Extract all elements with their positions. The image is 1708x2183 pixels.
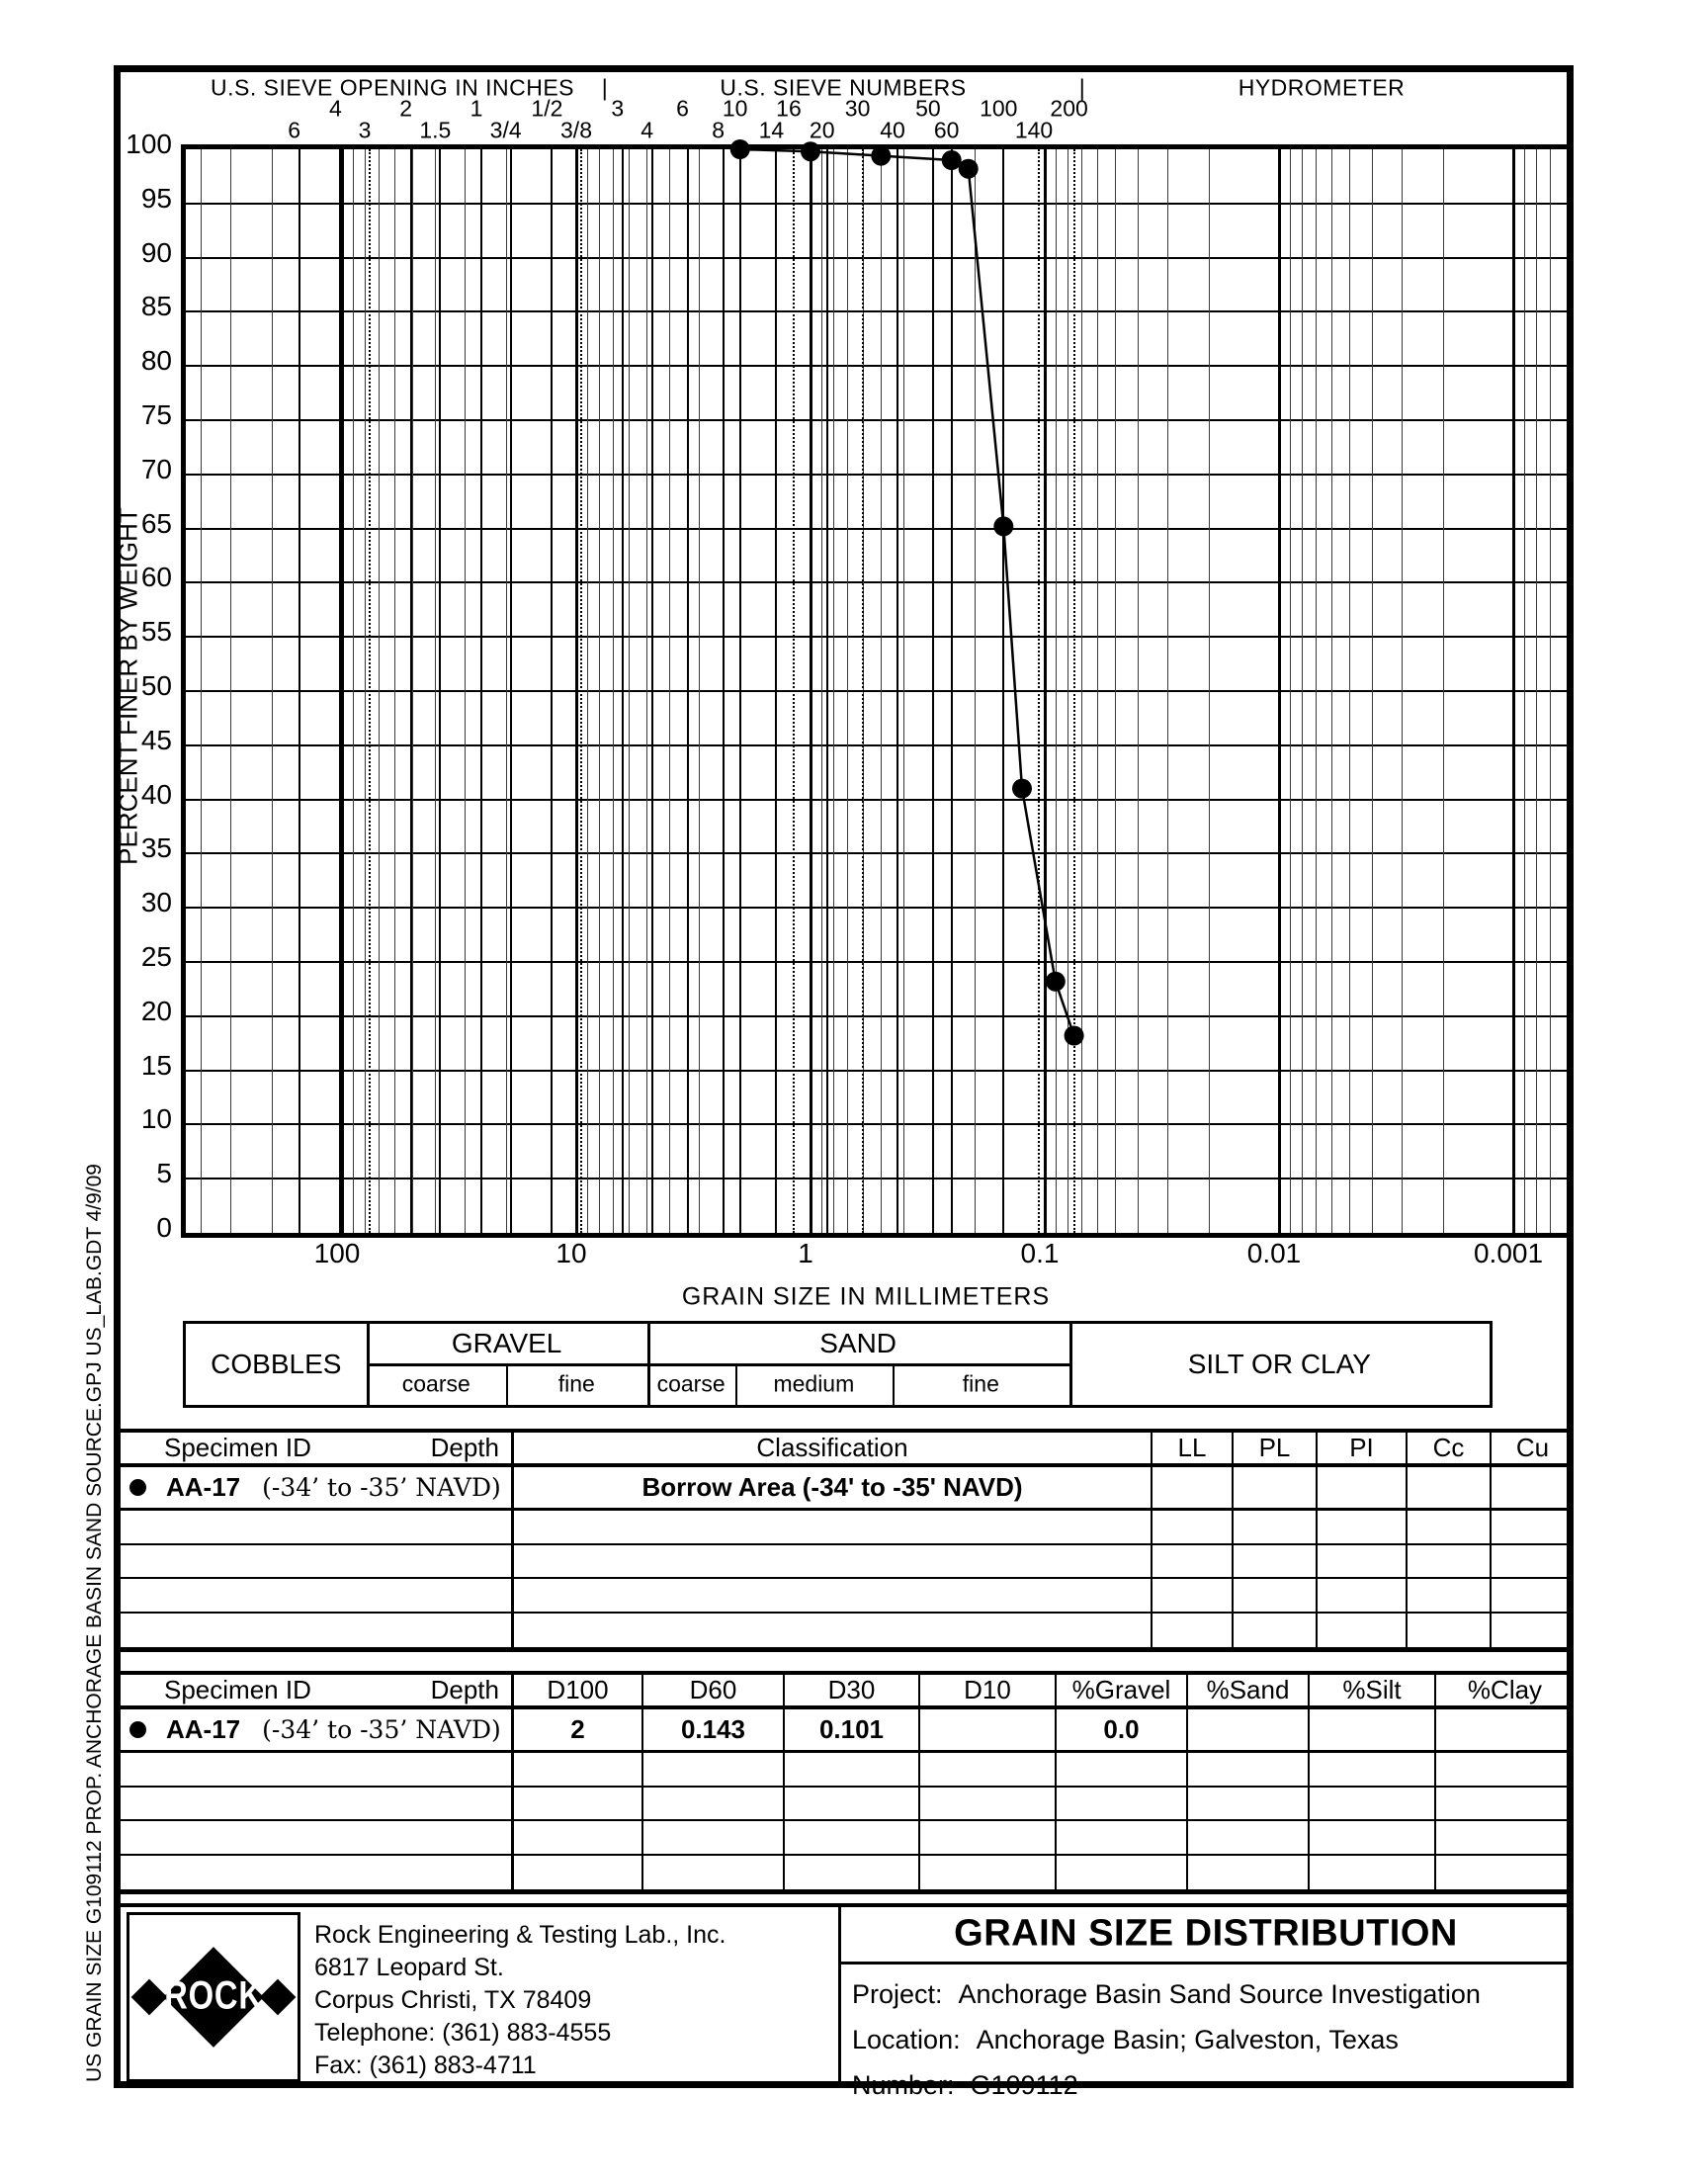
sieve-label-numbers: 200	[1050, 95, 1088, 122]
empty-cell	[514, 1614, 1153, 1648]
project-field-row	[852, 2070, 1078, 2101]
footer-top-rule	[114, 1903, 1574, 1907]
x-axis-title: GRAIN SIZE IN MILLIMETERS	[681, 1282, 1051, 1311]
y-tick-label: 90	[140, 236, 172, 268]
empty-cell	[1436, 1753, 1574, 1786]
x-tick-label: 0.001	[1473, 1238, 1544, 1268]
table-row	[117, 1614, 1574, 1648]
classification-value: Borrow Area (-34' to -35' NAVD)	[514, 1467, 1153, 1508]
empty-cell	[1408, 1579, 1492, 1612]
empty-cell	[1436, 1788, 1574, 1820]
empty-cell	[1234, 1579, 1318, 1612]
ll-value	[1153, 1467, 1234, 1508]
d60-value: 0.143	[643, 1709, 785, 1750]
classification-table	[117, 1429, 1574, 1652]
project-field-row	[852, 1979, 1481, 2010]
x-tick-label: 0.1	[1020, 1238, 1060, 1268]
empty-cell	[1188, 1788, 1310, 1820]
empty-cell	[514, 1821, 643, 1854]
empty-cell	[514, 1579, 1153, 1612]
empty-cell	[1057, 1753, 1188, 1786]
table-row	[117, 1753, 1574, 1788]
company-address-line: 6817 Leopard St.	[314, 1954, 504, 1981]
column-header: %Silt	[1310, 1675, 1436, 1705]
y-tick-label: 45	[140, 724, 172, 755]
y-tick-label: 95	[140, 182, 172, 214]
empty-cell	[1057, 1856, 1188, 1890]
field-value: Anchorage Basin Sand Source Investigation	[958, 1979, 1481, 2009]
data-point	[959, 159, 979, 179]
d30-value: 0.101	[785, 1709, 920, 1750]
header-separator: |	[1078, 74, 1086, 101]
x-tick-label: 1	[798, 1238, 813, 1268]
empty-cell	[514, 1856, 643, 1890]
y-tick-label: 25	[140, 941, 172, 972]
y-tick-label: 0	[156, 1212, 172, 1243]
column-header: D10	[920, 1675, 1057, 1705]
data-point	[942, 150, 962, 170]
gradation-table	[117, 1671, 1574, 1894]
empty-cell	[158, 1614, 514, 1648]
empty-cell	[785, 1753, 920, 1786]
gravel-value: 0.0	[1057, 1709, 1188, 1750]
table-row	[117, 1788, 1574, 1822]
empty-cell	[920, 1788, 1057, 1820]
table-row	[117, 1709, 1574, 1753]
table-row	[117, 1545, 1574, 1580]
sieve-label-inches: 1/2	[531, 95, 563, 122]
empty-cell	[117, 1788, 158, 1820]
sieve-label-numbers: 40	[880, 117, 905, 143]
y-tick-label: 55	[140, 616, 172, 648]
sieve-label-numbers: 8	[712, 117, 726, 143]
fraction-sub-sand-medium: medium	[773, 1370, 855, 1397]
row-marker	[117, 1709, 158, 1750]
y-tick-label: 40	[140, 778, 172, 810]
clay-value	[1436, 1709, 1574, 1750]
logo-text: ROCK	[164, 1973, 263, 2018]
sieve-label-inches: 3	[358, 117, 372, 143]
project-field-row	[852, 2025, 1399, 2055]
sieve-label-inches: 3/4	[489, 117, 522, 143]
table-row	[117, 1467, 1574, 1511]
fraction-label-cobbles: COBBLES	[211, 1349, 342, 1379]
gradation-curve	[186, 149, 1567, 1233]
empty-cell	[1492, 1511, 1574, 1543]
empty-cell	[643, 1856, 785, 1890]
column-header: Classification	[514, 1433, 1153, 1463]
empty-cell	[1153, 1614, 1234, 1648]
data-point	[1046, 972, 1066, 992]
empty-cell	[117, 1545, 158, 1578]
empty-cell	[1408, 1614, 1492, 1648]
silt-value	[1310, 1709, 1436, 1750]
empty-cell	[514, 1753, 643, 1786]
empty-cell	[158, 1821, 514, 1854]
company-address-line: Fax: (361) 883-4711	[314, 2052, 537, 2079]
empty-cell	[158, 1788, 514, 1820]
header-sieve-inches-title: U.S. SIEVE OPENING IN INCHES	[210, 74, 575, 101]
empty-cell	[785, 1856, 920, 1890]
y-tick-label: 100	[126, 129, 172, 159]
empty-cell	[117, 1753, 158, 1786]
empty-cell	[643, 1753, 785, 1786]
empty-cell	[158, 1545, 514, 1578]
empty-cell	[514, 1788, 643, 1820]
grain-size-chart-plot	[181, 144, 1572, 1238]
column-header: Depth	[430, 1675, 499, 1704]
sieve-label-numbers: 10	[722, 95, 748, 122]
y-tick-label: 35	[140, 832, 172, 864]
x-tick-label: 10	[555, 1238, 587, 1268]
column-header: D30	[785, 1675, 920, 1705]
empty-cell	[643, 1821, 785, 1854]
sieve-label-inches: 2	[399, 95, 413, 122]
field-value: G109112	[970, 2070, 1078, 2100]
empty-cell	[1310, 1753, 1436, 1786]
empty-cell	[514, 1545, 1153, 1578]
empty-cell	[117, 1856, 158, 1890]
header-hydrometer-title: HYDROMETER	[1238, 74, 1406, 101]
empty-cell	[158, 1856, 514, 1890]
data-point	[801, 141, 820, 161]
empty-cell	[1234, 1545, 1318, 1578]
empty-cell	[1234, 1511, 1318, 1543]
footer-divider	[838, 1903, 841, 2088]
y-tick-label: 85	[140, 291, 172, 322]
header-specimen-depth	[117, 1433, 514, 1463]
y-tick-label: 15	[140, 1049, 172, 1081]
fraction-sub-gravel-fine: fine	[557, 1370, 595, 1397]
fraction-label-sand: SAND	[819, 1328, 897, 1358]
empty-cell	[1188, 1821, 1310, 1854]
table-row	[117, 1675, 1574, 1709]
company-address-line: Rock Engineering & Testing Lab., Inc.	[314, 1921, 726, 1949]
empty-cell	[1408, 1545, 1492, 1578]
specimen-id: AA-17	[166, 1472, 241, 1502]
sieve-label-numbers: 50	[915, 95, 941, 122]
column-header: Specimen ID	[164, 1675, 311, 1704]
y-tick-label: 20	[140, 995, 172, 1026]
empty-cell	[785, 1821, 920, 1854]
y-tick-label: 50	[140, 670, 172, 701]
sieve-label-inches: 4	[328, 95, 342, 122]
empty-cell	[1492, 1614, 1574, 1648]
empty-cell	[158, 1579, 514, 1612]
empty-cell	[1153, 1579, 1234, 1612]
column-header: PI	[1318, 1433, 1408, 1463]
empty-cell	[514, 1511, 1153, 1543]
field-label: Project:	[852, 1979, 943, 2009]
company-address-line: Corpus Christi, TX 78409	[314, 1986, 592, 2014]
data-point	[871, 146, 891, 166]
specimen-depth: (-34’ to -35’ NAVD)	[262, 1473, 501, 1502]
sieve-label-numbers: 20	[809, 117, 835, 143]
sieve-label-numbers: 14	[758, 117, 785, 143]
sand-value	[1188, 1709, 1310, 1750]
specimen-depth-cell	[158, 1467, 514, 1508]
empty-cell	[117, 1579, 158, 1612]
x-tick-label: 100	[313, 1238, 361, 1268]
cu-value	[1492, 1467, 1574, 1508]
table-row	[117, 1511, 1574, 1545]
field-value: Anchorage Basin; Galveston, Texas	[976, 2025, 1399, 2054]
y-tick-label: 5	[156, 1158, 172, 1189]
y-tick-label: 10	[140, 1103, 172, 1135]
column-header: Specimen ID	[164, 1433, 311, 1462]
sieve-label-numbers: 3	[611, 95, 625, 122]
sieve-label-numbers: 100	[980, 95, 1018, 122]
fraction-sub-divider	[893, 1363, 895, 1405]
specimen-depth: (-34’ to -35’ NAVD)	[262, 1715, 501, 1744]
empty-cell	[1153, 1545, 1234, 1578]
column-header: D60	[643, 1675, 785, 1705]
fraction-label-silt-clay: SILT OR CLAY	[1187, 1349, 1371, 1379]
column-header: LL	[1153, 1433, 1234, 1463]
empty-cell	[1408, 1511, 1492, 1543]
pi-value	[1318, 1467, 1408, 1508]
data-point	[1065, 1026, 1084, 1046]
company-logo-box	[127, 1912, 300, 2082]
empty-cell	[1188, 1856, 1310, 1890]
fraction-divider	[1069, 1324, 1072, 1405]
header-separator: |	[601, 74, 609, 101]
empty-cell	[1310, 1788, 1436, 1820]
empty-cell	[1318, 1614, 1408, 1648]
fraction-sub-divider	[506, 1363, 508, 1405]
empty-cell	[1318, 1579, 1408, 1612]
fraction-sub-divider	[735, 1363, 737, 1405]
header-sieve-numbers-title: U.S. SIEVE NUMBERS	[720, 74, 967, 101]
company-address-block	[314, 1919, 726, 2082]
sieve-label-inches: 1.5	[419, 117, 452, 143]
y-axis-title: PERCENT FINER BY WEIGHT	[113, 507, 143, 865]
column-header: %Gravel	[1057, 1675, 1188, 1705]
y-tick-label: 30	[140, 887, 172, 918]
table-row	[117, 1821, 1574, 1856]
empty-cell	[1310, 1856, 1436, 1890]
y-tick-label: 80	[140, 345, 172, 377]
sieve-label-numbers: 4	[640, 117, 654, 143]
y-tick-label: 75	[140, 399, 172, 430]
sieve-label-numbers: 30	[844, 95, 871, 122]
x-tick-label: 0.01	[1246, 1238, 1302, 1268]
empty-cell	[1436, 1821, 1574, 1854]
field-label: Location:	[852, 2025, 961, 2054]
empty-cell	[643, 1788, 785, 1820]
cc-value	[1408, 1467, 1492, 1508]
data-point	[730, 139, 750, 159]
table-row	[117, 1856, 1574, 1890]
data-point	[993, 516, 1013, 536]
report-title: GRAIN SIZE DISTRIBUTION	[954, 1912, 1458, 1955]
empty-cell	[158, 1511, 514, 1543]
column-header: %Sand	[1188, 1675, 1310, 1705]
empty-cell	[1057, 1821, 1188, 1854]
empty-cell	[1234, 1614, 1318, 1648]
sidebar-filename-text: US GRAIN SIZE G109112 PROP. ANCHORAGE BASIN SAND SOURCE.GPJ US_LAB.GDT 4/9/09	[83, 1164, 106, 2082]
sieve-label-numbers: 140	[1014, 117, 1054, 143]
empty-cell	[1153, 1511, 1234, 1543]
y-tick-label: 65	[140, 507, 172, 539]
empty-cell	[1057, 1788, 1188, 1820]
sieve-label-numbers: 16	[776, 95, 802, 122]
column-header: Cc	[1408, 1433, 1492, 1463]
empty-cell	[920, 1821, 1057, 1854]
sieve-label-inches: 3/8	[560, 117, 592, 143]
sieve-label-inches: 6	[288, 117, 301, 143]
fraction-sub-sand-fine: fine	[962, 1370, 999, 1397]
row-marker	[117, 1467, 158, 1508]
column-header: Cu	[1515, 1433, 1550, 1462]
empty-cell	[1492, 1579, 1574, 1612]
rock-logo-icon	[134, 1943, 293, 2052]
soil-fraction-bar	[183, 1321, 1493, 1408]
y-tick-label: 70	[140, 453, 172, 484]
fraction-sub-gravel-coarse: coarse	[401, 1370, 470, 1397]
table-row	[117, 1579, 1574, 1614]
empty-cell	[1310, 1821, 1436, 1854]
sieve-label-numbers: 60	[933, 117, 960, 143]
empty-cell	[1188, 1753, 1310, 1786]
header-specimen-depth	[117, 1675, 514, 1705]
empty-cell	[920, 1856, 1057, 1890]
fraction-label-gravel: GRAVEL	[451, 1328, 562, 1358]
field-label: Number:	[852, 2070, 955, 2100]
empty-cell	[1318, 1511, 1408, 1543]
empty-cell	[117, 1821, 158, 1854]
empty-cell	[920, 1753, 1057, 1786]
empty-cell	[785, 1788, 920, 1820]
specimen-depth-cell	[158, 1709, 514, 1750]
empty-cell	[158, 1753, 514, 1786]
column-header: %Clay	[1467, 1675, 1543, 1704]
specimen-marker-icon	[129, 1479, 146, 1496]
column-header: PL	[1234, 1433, 1318, 1463]
empty-cell	[117, 1511, 158, 1543]
specimen-marker-icon	[129, 1721, 146, 1738]
data-point	[1012, 779, 1032, 799]
footer-title-rule	[838, 1962, 1574, 1965]
table-row	[117, 1433, 1574, 1467]
empty-cell	[1492, 1545, 1574, 1578]
column-header: Depth	[430, 1433, 499, 1462]
column-header: D100	[514, 1675, 643, 1705]
fraction-sub-sand-coarse: coarse	[656, 1370, 726, 1397]
fraction-mid-rule	[367, 1363, 1069, 1366]
y-tick-label: 60	[140, 562, 172, 593]
d10-value	[920, 1709, 1057, 1750]
empty-cell	[1436, 1856, 1574, 1890]
d100-value: 2	[514, 1709, 643, 1750]
company-address-line: Telephone: (361) 883-4555	[314, 2019, 612, 2047]
empty-cell	[117, 1614, 158, 1648]
specimen-id: AA-17	[166, 1714, 241, 1744]
sieve-label-numbers: 6	[676, 95, 689, 122]
empty-cell	[1318, 1545, 1408, 1578]
pl-value	[1234, 1467, 1318, 1508]
sieve-label-inches: 1	[470, 95, 483, 122]
